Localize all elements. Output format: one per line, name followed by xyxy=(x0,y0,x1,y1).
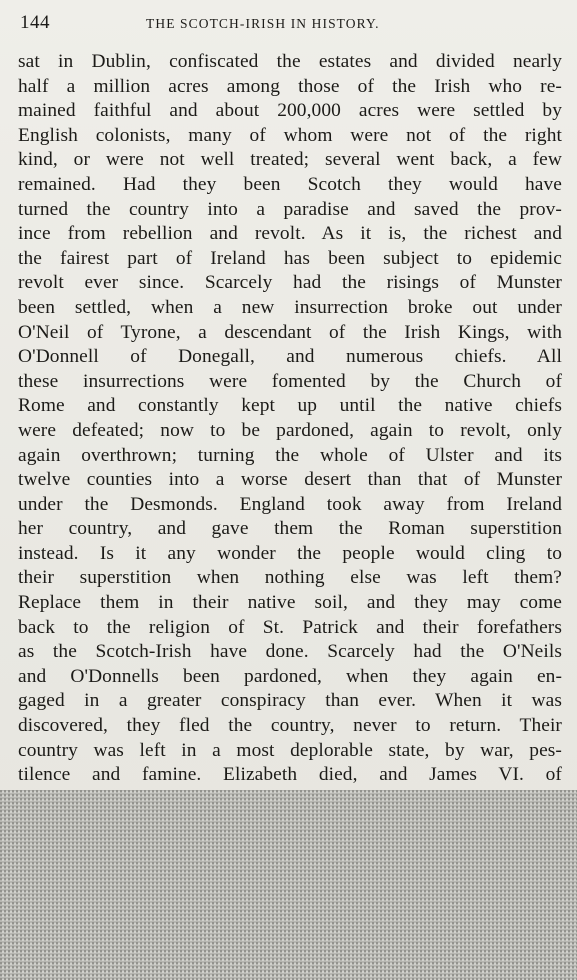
redacted-noise-region xyxy=(0,790,577,980)
text-line: English colonists, many of whom were not of the right xyxy=(18,124,562,146)
text-line: Rome and constantly kept up until the native chiefs xyxy=(18,395,562,417)
text-line: were defeated; now to be pardoned, again to revolt, only xyxy=(18,419,562,441)
text-line: mained faithful and about 200,000 acres were settled by xyxy=(18,100,562,122)
text-line: her country, and gave them the Roman superstition xyxy=(18,518,562,540)
text-line: gaged in a greater conspiracy than ever. When it was xyxy=(18,690,562,712)
text-line: half a million acres among those of the Irish who re- xyxy=(18,75,562,97)
body-text xyxy=(18,50,562,794)
page-header xyxy=(20,12,559,36)
text-line-cut: tilence and famine. Elizabeth died, and James VI. of xyxy=(18,764,562,786)
text-line: again overthrown; turning the whole of Ulster and its xyxy=(18,444,562,466)
text-line: instead. Is it any wonder the people would cling to xyxy=(18,542,562,564)
text-line: back to the religion of St. Patrick and their forefathers xyxy=(18,616,562,638)
text-line: as the Scotch-Irish have done. Scarcely had the O'Neils xyxy=(18,641,562,663)
text-line: sat in Dublin, confiscated the estates and divided nearly xyxy=(18,51,562,72)
text-line: discovered, they fled the country, never to return. Their xyxy=(18,715,562,737)
text-line: country was left in a most deplorable state, by war, pes- xyxy=(18,739,562,761)
page-number: 144 xyxy=(20,12,50,33)
text-line: their superstition when nothing else was left them? xyxy=(18,567,562,589)
text-line: revolt ever since. Scarcely had the risings of Munster xyxy=(18,272,562,294)
text-line: twelve counties into a worse desert than that of Munster xyxy=(18,469,562,491)
text-line: remained. Had they been Scotch they would have xyxy=(18,173,562,195)
text-line: and O'Donnells been pardoned, when they again en- xyxy=(18,665,562,687)
text-line: these insurrections were fomented by the Church of xyxy=(18,370,562,392)
text-line: kind, or were not well treated; several went back, a few xyxy=(18,149,562,171)
text-line: O'Neil of Tyrone, a descendant of the Irish Kings, with xyxy=(18,321,562,343)
text-line: O'Donnell of Donegall, and numerous chiefs. All xyxy=(18,346,562,368)
text-line: ince from rebellion and revolt. As it is, the richest and xyxy=(18,223,562,245)
text-line: been settled, when a new insurrection broke out under xyxy=(18,296,562,318)
text-line: Replace them in their native soil, and they may come xyxy=(18,592,562,614)
text-line: the fairest part of Ireland has been subject to epidemic xyxy=(18,247,562,269)
running-head: THE SCOTCH-IRISH IN HISTORY. xyxy=(146,16,380,31)
text-line: under the Desmonds. England took away from Ireland xyxy=(18,493,562,515)
text-line: turned the country into a paradise and saved the prov- xyxy=(18,198,562,220)
